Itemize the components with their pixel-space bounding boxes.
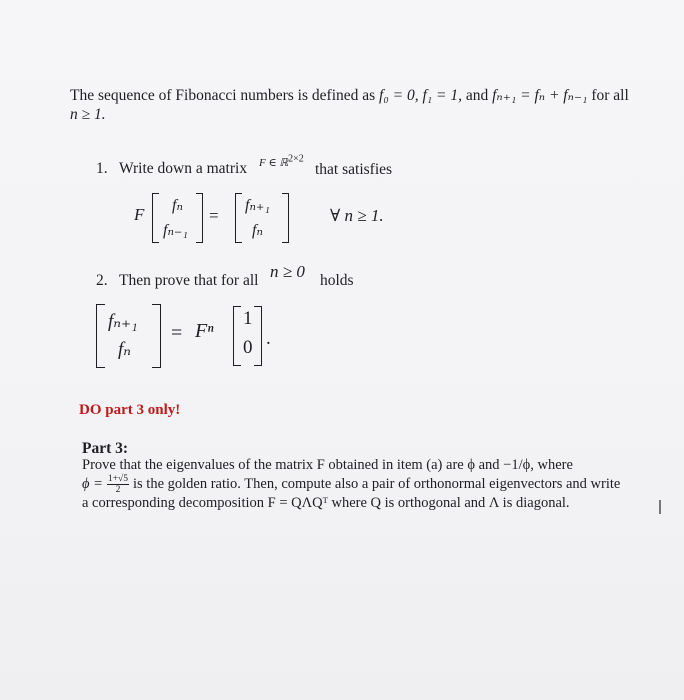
eq1-v1-top: fₙ — [172, 197, 183, 214]
eq2-period: . — [266, 328, 271, 349]
item-2-text-b: holds — [320, 272, 354, 289]
instruction-text: DO part 3 only! — [79, 402, 181, 418]
eq2-equals: = — [171, 322, 183, 344]
eq2-bracket-left-2 — [233, 306, 241, 366]
eq2-u-top: 1 — [243, 308, 253, 329]
intro-line-1: The sequence of Fibonacci numbers is defined as f₀ = 0, f₁ = 1, and fₙ₊₁ = fₙ + fₙ₋₁ for all — [70, 87, 629, 104]
eq1-bracket-left-1 — [152, 193, 159, 243]
part-3-line-2-text: is the golden ratio. Then, compute also a pair of orthonormal eigenvectors and write — [133, 476, 621, 492]
phi-numerator: 1+√5 — [107, 474, 128, 484]
item-2-number: 2. — [96, 272, 108, 289]
eq2-v-top: fₙ₊₁ — [108, 311, 138, 332]
part-3-heading: Part 3: — [82, 440, 129, 457]
eq2-v-bot: fₙ — [118, 339, 131, 360]
eq1-bracket-left-2 — [235, 193, 242, 243]
item-1-text-a: Write down a matrix — [119, 160, 248, 177]
phi-equals: ϕ = — [82, 476, 103, 492]
part-3-line-2 — [82, 474, 620, 495]
eq1-v2-bot: fₙ — [252, 222, 263, 239]
eq1-bracket-right-2 — [282, 193, 289, 243]
item-2-condition: n ≥ 0 — [270, 262, 305, 281]
phi-denominator: 2 — [115, 485, 121, 495]
eq2-bracket-left-1 — [96, 304, 105, 368]
eq1-v2-top: fₙ₊₁ — [245, 197, 270, 214]
phi-fraction — [107, 474, 129, 495]
part-3-line-3: a corresponding decomposition F = QΛQᵀ where Q is orthogonal and Λ is diagonal. — [82, 495, 570, 511]
eq2-u-bot: 0 — [243, 337, 253, 358]
item-1-set: F ∈ ℝ$^{2\times 2}$ — [259, 153, 304, 169]
eq1-equals: = — [209, 206, 219, 225]
item-1-number: 1. — [96, 160, 108, 177]
eq1-v1-bot: fₙ₋₁ — [163, 222, 188, 239]
intro-line-2: n ≥ 1. — [70, 106, 106, 123]
eq2-Fn: Fⁿ — [195, 320, 214, 342]
part-3-line-1: Prove that the eigenvalues of the matrix F obtained in item (a) are ϕ and −1/ϕ, where — [82, 457, 573, 473]
eq2-bracket-right-1 — [152, 304, 161, 368]
eq1-bracket-right-1 — [196, 193, 203, 243]
text-cursor — [659, 500, 661, 514]
eq2-bracket-right-2 — [254, 306, 262, 366]
item-2-text-a: Then prove that for all — [119, 272, 259, 289]
eq1-forall: ∀ n ≥ 1. — [330, 206, 384, 225]
eq1-F: F — [134, 205, 145, 224]
item-1-text-b: that satisfies — [315, 161, 393, 178]
